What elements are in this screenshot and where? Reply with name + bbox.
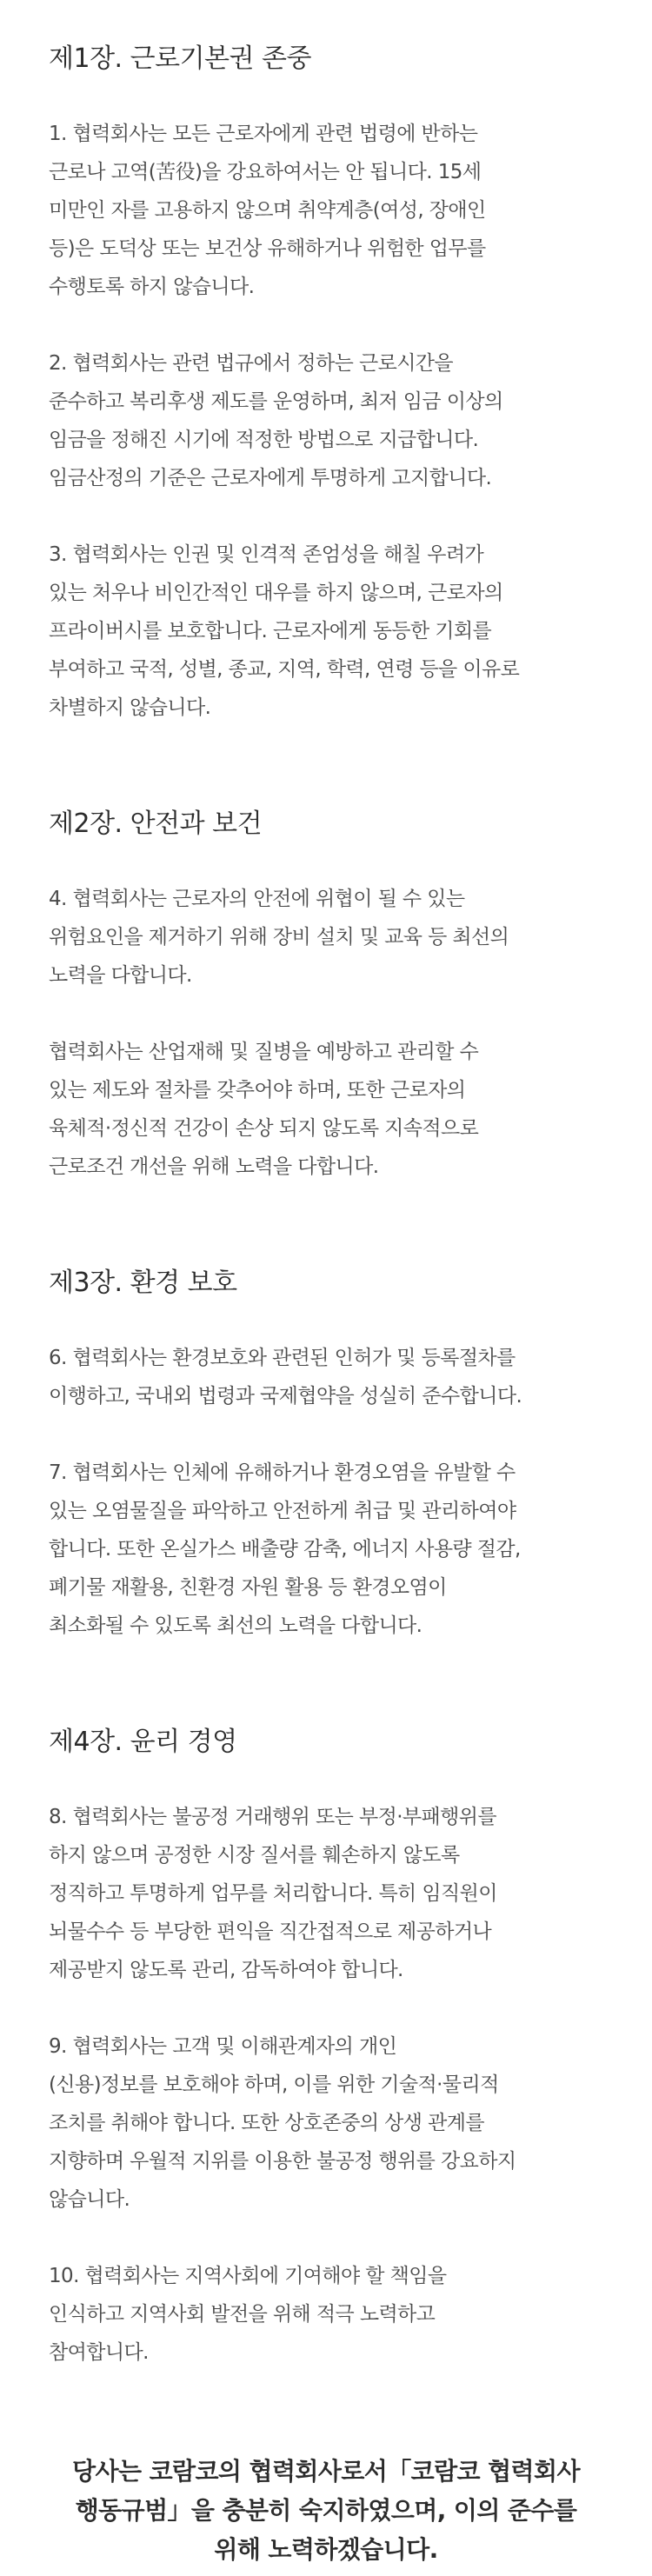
text-line: 1. 협력회사는 모든 근로자에게 관련 법령에 반하는	[49, 123, 478, 145]
text-line: (신용)정보를 보호해야 하며, 이를 위한 기술적·물리적	[49, 2073, 499, 2096]
text-line: 준수하고 복리후생 제도를 운영하며, 최저 임금 이상의	[49, 390, 503, 413]
text-line: 제공받지 않도록 관리, 감독하여야 합니다.	[49, 1959, 403, 1981]
text-line: 위험요인을 제거하기 위해 장비 설치 및 교육 등 최선의	[49, 926, 509, 949]
chapter-title: 제3장. 환경 보호	[49, 1268, 237, 1298]
paragraph-3	[49, 536, 603, 727]
text-line: 부여하고 국적, 성별, 종교, 지역, 학력, 연령 등을 이유로	[49, 658, 520, 681]
text-line: 9. 협력회사는 고객 및 이해관계자의 개인	[49, 2035, 397, 2058]
closing-line: 행동규범」을 충분히 숙지하였으며, 이의 준수를	[75, 2496, 577, 2525]
text-line: 6. 협력회사는 환경보호와 관련된 인허가 및 등록절차를	[49, 1347, 516, 1369]
text-line: 프라이버시를 보호합니다. 근로자에게 동등한 기회를	[49, 620, 492, 642]
text-line: 2. 협력회사는 관련 법규에서 정하는 근로시간을	[49, 352, 454, 375]
chapter-3	[49, 1266, 603, 1645]
text-line: 3. 협력회사는 인권 및 인격적 존엄성을 해칠 우려가	[49, 543, 484, 566]
text-line: 8. 협력회사는 불공정 거래행위 또는 부정·부패행위를	[49, 1806, 496, 1828]
paragraph-5	[49, 1033, 603, 1186]
text-line: 정직하고 투명하게 업무를 처리합니다. 특히 임직원이	[49, 1882, 497, 1905]
closing-statement	[49, 2452, 603, 2569]
text-line: 4. 협력회사는 근로자의 안전에 위협이 될 수 있는	[49, 888, 465, 910]
text-line: 있는 제도와 절차를 갖추어야 하며, 또한 근로자의	[49, 1079, 466, 1102]
text-line: 인식하고 지역사회 발전을 위해 적극 노력하고	[49, 2303, 436, 2326]
text-line: 있는 처우나 비인간적인 대우를 하지 않으며, 근로자의	[49, 582, 503, 604]
chapter-title: 제2장. 안전과 보건	[49, 809, 263, 839]
closing-line: 당사는 코람코의 협력회사로서「코람코 협력회사	[72, 2457, 580, 2486]
paragraph-8	[49, 1798, 603, 1989]
text-line: 폐기물 재활용, 친환경 자원 활용 등 환경오염이	[49, 1576, 447, 1599]
text-line: 참여합니다.	[49, 2341, 149, 2364]
chapter-2	[49, 807, 603, 1186]
paragraph-4	[49, 880, 603, 995]
text-line: 수행토록 하지 않습니다.	[49, 276, 255, 298]
paragraph-7	[49, 1454, 603, 1645]
text-line: 노력을 다합니다.	[49, 964, 192, 987]
text-line: 않습니다.	[49, 2188, 130, 2211]
closing-line: 위해 노력하겠습니다.	[214, 2535, 438, 2564]
chapter-title: 제1장. 근로기본권 존중	[49, 43, 312, 74]
text-line: 뇌물수수 등 부당한 편익을 직간접적으로 제공하거나	[49, 1920, 492, 1943]
text-line: 임금을 정해진 시기에 적정한 방법으로 지급합니다.	[49, 429, 479, 451]
text-line: 있는 오염물질을 파악하고 안전하게 취급 및 관리하여야	[49, 1500, 516, 1522]
text-line: 근로나 고역(苦役)을 강요하여서는 안 됩니다. 15세	[49, 161, 482, 183]
paragraph-2	[49, 344, 603, 497]
text-line: 미만인 자를 고용하지 않으며 취약계층(여성, 장애인	[49, 199, 486, 222]
text-line: 7. 협력회사는 인체에 유해하거나 환경오염을 유발할 수	[49, 1461, 516, 1484]
chapter-4	[49, 1725, 603, 2372]
chapter-title: 제4장. 윤리 경영	[49, 1727, 237, 1757]
text-line: 조치를 취해야 합니다. 또한 상호존중의 상생 관계를	[49, 2112, 484, 2134]
text-line: 최소화될 수 있도록 최선의 노력을 다합니다.	[49, 1614, 422, 1637]
text-line: 등)은 도덕상 또는 보건상 유해하거나 위험한 업무를	[49, 237, 486, 260]
chapter-1	[49, 42, 603, 727]
paragraph-10	[49, 2257, 603, 2372]
paragraph-6	[49, 1339, 603, 1415]
text-line: 지향하며 우월적 지위를 이용한 불공정 행위를 강요하지	[49, 2150, 516, 2173]
text-line: 임금산정의 기준은 근로자에게 투명하게 고지합니다.	[49, 467, 492, 489]
text-line: 육체적·정신적 건강이 손상 되지 않도록 지속적으로	[49, 1117, 479, 1140]
text-line: 이행하고, 국내외 법령과 국제협약을 성실히 준수합니다.	[49, 1385, 522, 1408]
text-line: 하지 않으며 공정한 시장 질서를 훼손하지 않도록	[49, 1844, 460, 1867]
paragraph-1	[49, 115, 603, 306]
text-line: 근로조건 개선을 위해 노력을 다합니다.	[49, 1155, 379, 1178]
text-line: 협력회사는 산업재해 및 질병을 예방하고 관리할 수	[49, 1041, 479, 1063]
text-line: 10. 협력회사는 지역사회에 기여해야 할 책임을	[49, 2265, 447, 2287]
text-line: 합니다. 또한 온실가스 배출량 감축, 에너지 사용량 절감,	[49, 1538, 521, 1561]
text-line: 차별하지 않습니다.	[49, 696, 211, 719]
paragraph-9	[49, 2027, 603, 2219]
